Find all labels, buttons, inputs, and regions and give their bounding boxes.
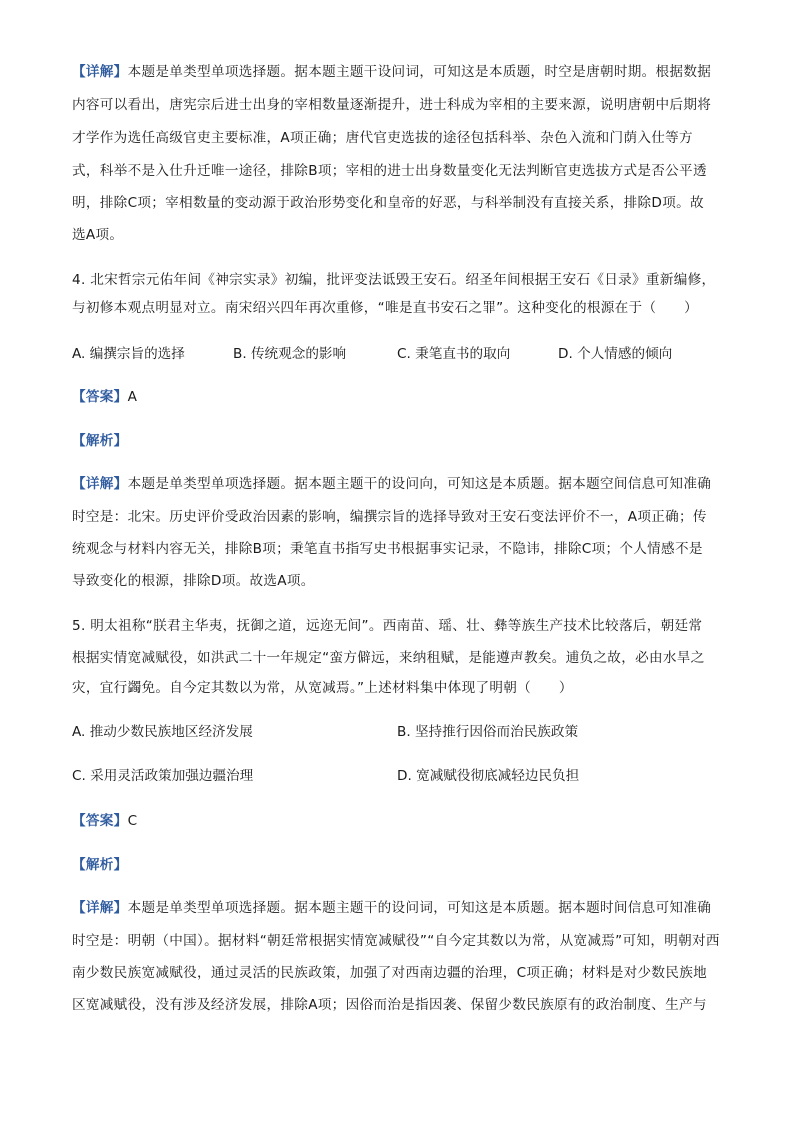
q4-option-c: C. 秉笔直书的取向 [397,346,511,362]
q4-analysis-heading: 【解析】 [72,433,128,449]
q5-answer [72,811,137,831]
q4-detail-line: 时空是：北宋。历史评价受政治因素的影响，编撰宗旨的选择导致对王安石变法评价不一，A项正确；传 [72,509,707,525]
q5-option-a: A. 推动少数民族地区经济发展 [72,724,253,740]
answer-tag: 【答案】 [72,389,128,405]
question-5-stem: 5. 明太祖称“朕君主华夷，抚御之道，远迩无间”。西南苗、瑶、壮、彝等族生产技术比较落后，朝廷常 [72,618,703,634]
q4-detail-line: 【详解】本题是单类型单项选择题。据本题主题干的设问向，可知这是本质题。据本题空间信息可知准确 [72,476,712,492]
answer-value: A [127,389,138,405]
detail-line: 选A项。 [72,227,124,243]
q5-option-d: D. 宽减赋役彻底减轻边民负担 [397,768,580,784]
question-5-stem: 灾，宜行蠲免。自今定其数以为常，从宽减焉。”上述材料集中体现了明朝（ ） [72,680,573,696]
q5-detail-line: 南少数民族宽减赋役，通过灵活的民族政策，加强了对西南边疆的治理，C项正确；材料是对少数民族地 [72,965,708,981]
q4-detail-line: 统观念与材料内容无关，排除B项；秉笔直书指写史书根据事实记录，不隐讳，排除C项；个人情感不是 [72,541,703,557]
q5-detail-line: 【详解】本题是单类型单项选择题。据本题主题干的设问词，可知这是本质题。据本题时间信息可知准确 [72,900,712,916]
question-4-stem: 4. 北宋哲宗元佑年间《神宗实录》初编，批评变法诋毁王安石。绍圣年间根据王安石《日录》重新编修， [72,272,716,288]
detail-line: 才学作为选任高级官吏主要标准，A项正确；唐代官吏选拔的途径包括科举、杂色入流和门荫入仕等方 [72,130,693,146]
q5-option-c: C. 采用灵活政策加强边疆治理 [72,768,254,784]
q4-option-a: A. 编撰宗旨的选择 [72,346,185,362]
detail-line: 【详解】本题是单类型单项选择题。据本题主题干设问词，可知这是本质题，时空是唐朝时期。根据数据 [72,64,712,80]
detail-line: 式，科举不是入仕升迁唯一途径，排除B项；宰相的进士出身数量变化无法判断官吏选拔方式是否公平透 [72,163,707,179]
q5-detail-line: 区宽减赋役，没有涉及经济发展，排除A项；因俗而治是指因袭、保留少数民族原有的政治制度、生产与 [72,997,707,1013]
q4-option-b: B. 传统观念的影响 [233,346,347,362]
detail-tag: 【详解】 [72,900,128,916]
detail-line: 明，排除C项；宰相数量的变动源于政治形势变化和皇帝的好恶，与科举制没有直接关系，排除D项。故 [72,195,704,211]
answer-tag: 【答案】 [72,813,128,829]
detail-tag: 【详解】 [72,64,128,80]
q5-option-b: B. 坚持推行因俗而治民族政策 [397,724,579,740]
q5-detail-line: 时空是：明朝（中国）。据材料“朝廷常根据实情宽减赋役”“自今定其数以为常，从宽减焉”可知，明朝对西 [72,933,720,949]
q4-detail-line: 导致变化的根源，排除D项。故选A项。 [72,573,315,589]
question-4-stem: 与初修本观点明显对立。南宋绍兴四年再次重修，“唯是直书安石之罪”。这种变化的根源在于（ ） [72,300,699,316]
detail-line: 内容可以看出，唐宪宗后进士出身的宰相数量逐渐提升，进士科成为宰相的主要来源，说明唐朝中后期将 [72,97,712,113]
q5-analysis-heading: 【解析】 [72,857,128,873]
answer-value: C [127,813,138,829]
question-5-stem: 根据实情宽减赋役，如洪武二十一年规定“蛮方僻远，来纳租赋，是能遵声教矣。逋负之故，必由水旱之 [72,650,705,666]
detail-tag: 【详解】 [72,476,128,492]
q4-option-d: D. 个人情感的倾向 [558,346,673,362]
q4-answer [72,387,137,407]
